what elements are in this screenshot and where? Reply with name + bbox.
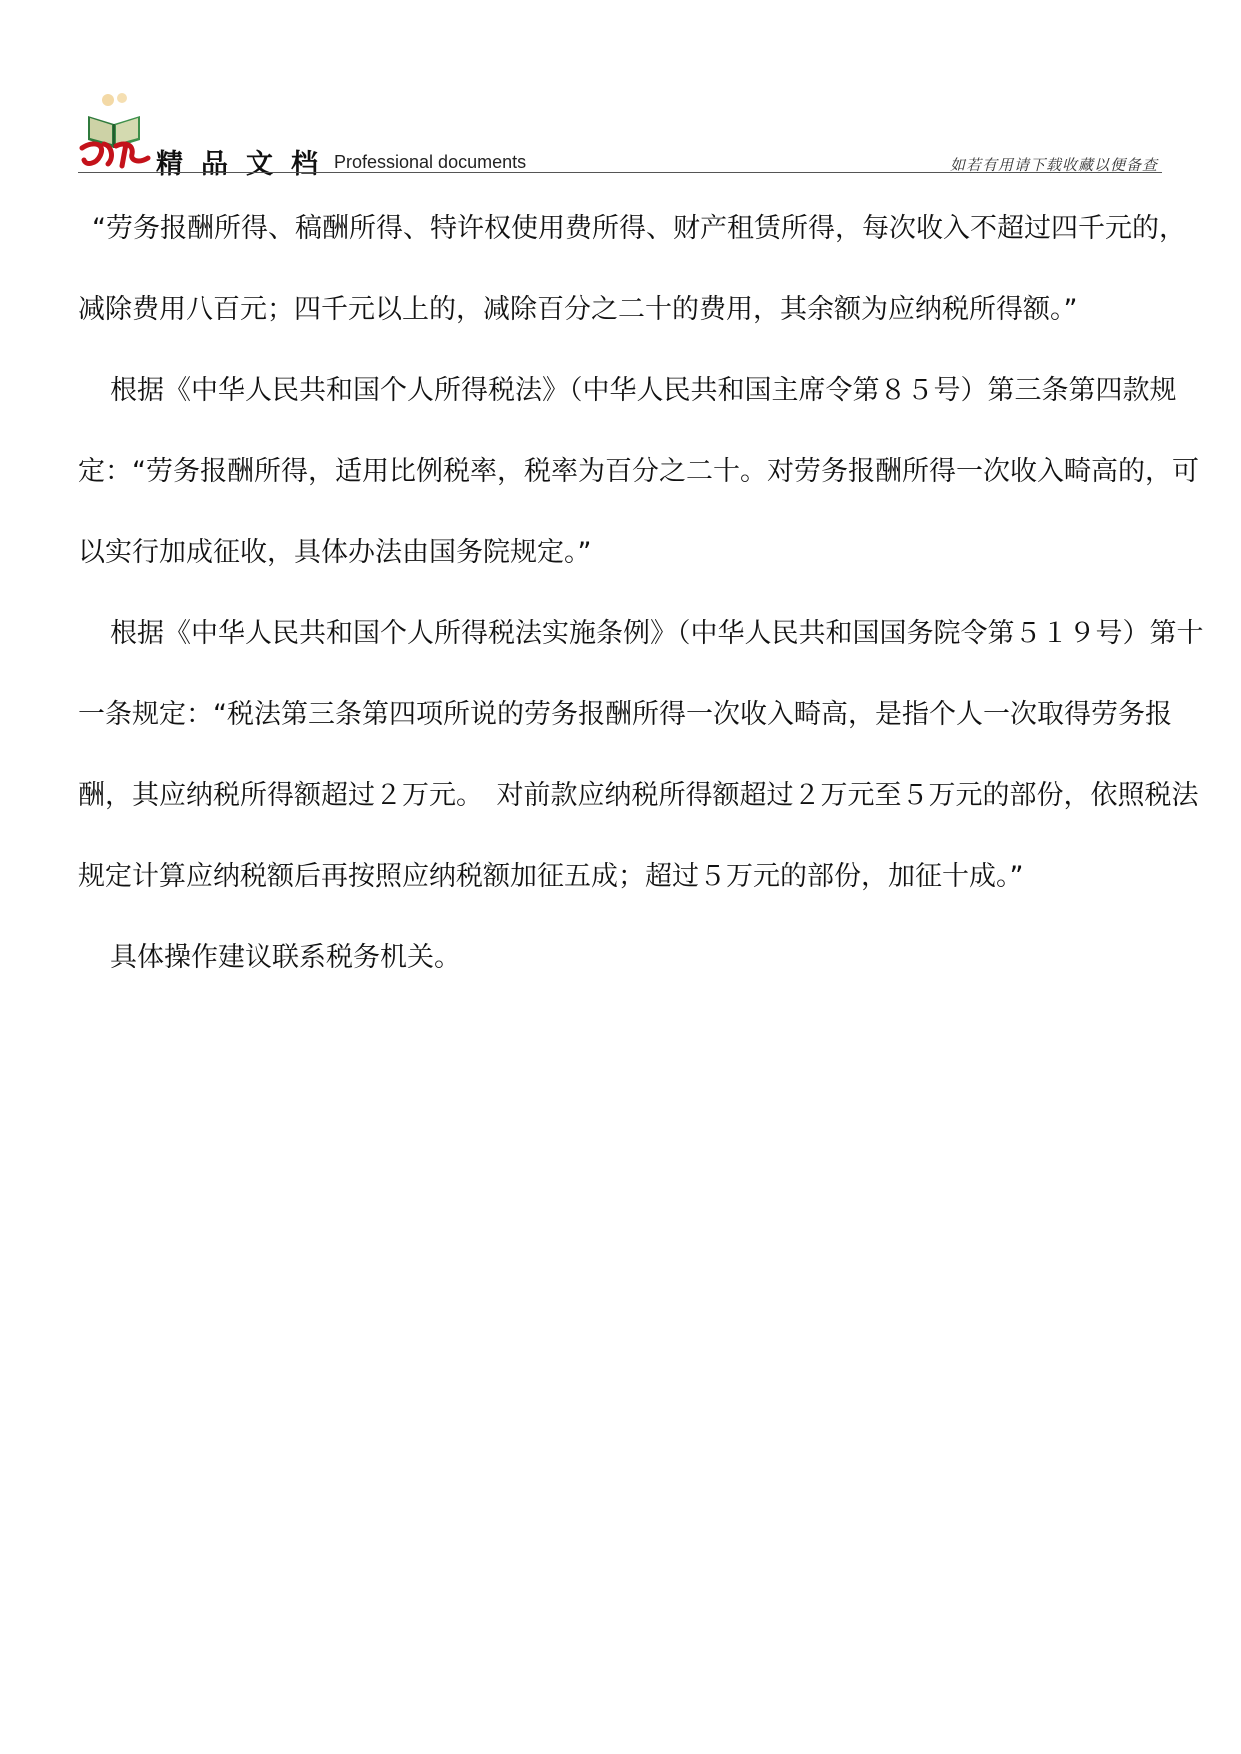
paragraph-tax-law-article: 根据《中华人民共和国个人所得税法》（中华人民共和国主席令第８５号）第三条第四款规定：“劳务报酬所得，适用比例税率，税率为百分之二十。对劳务报酬所得一次收入畸高的，可以实行加成征收，具体办法由国务院规定。” — [78, 375, 1199, 568]
header-note: 如若有用请下载收藏以便备查 — [949, 156, 1158, 174]
brand-subtitle: Professional documents — [334, 152, 527, 172]
paragraph-quote-deduction: “劳务报酬所得、稿酬所得、特许权使用费所得、财产租赁所得，每次收入不超过四千元的，减除费用八百元；四千元以上的，减除百分之二十的费用，其余额为应纳税所得额。” — [78, 213, 1186, 325]
paragraph-regulation-article: 根据《中华人民共和国个人所得税法实施条例》（中华人民共和国国务院令第５１９号）第十一条规定：“税法第三条第四项所说的劳务报酬所得一次收入畸高，是指个人一次取得劳务报酬，其应纳税所得额超过２万元。 对前款应纳税所得额超过２万元至５万元的部份，依照税法规定计算应纳税额后再按照应纳税额加征五成；超过５万元的部份，加征十成。” — [78, 618, 1204, 892]
brand-title: 精品文档 — [156, 149, 336, 180]
book-logo-icon — [78, 86, 154, 172]
paragraph-advice: 具体操作建议联系税务机关。 — [110, 942, 461, 973]
document-body — [78, 188, 1210, 998]
document-header — [78, 86, 1162, 180]
header-divider — [78, 172, 1162, 173]
